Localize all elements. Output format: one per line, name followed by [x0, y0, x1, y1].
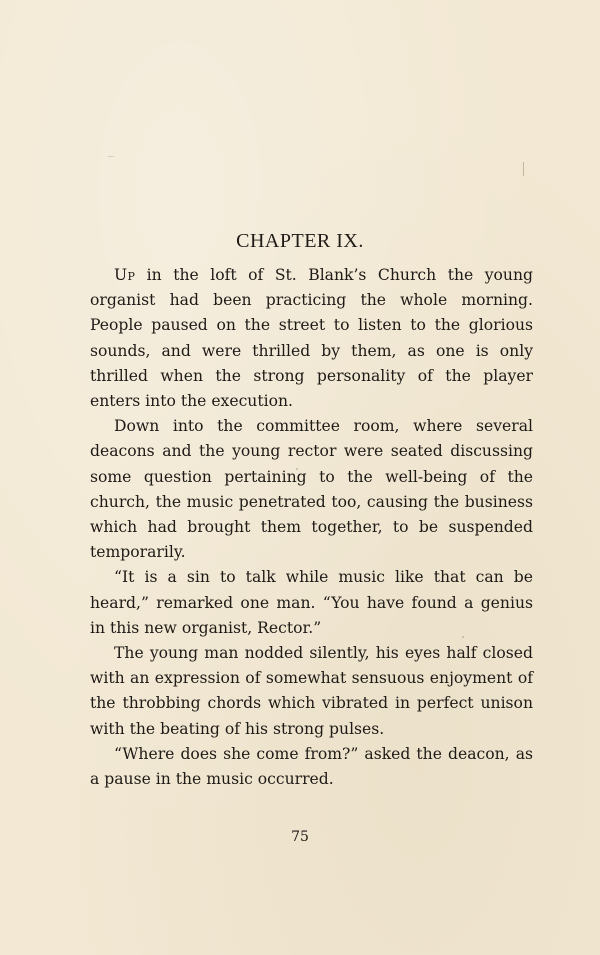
chapter-body [90, 263, 533, 792]
paragraph-5: “Where does she come from?” asked the deacon, as a pause in the music occurred. [90, 744, 533, 789]
paragraph-4: The young man nodded silently, his eyes half closed with an expression of somewhat sensuous enjoyment of the throbbing chords which vibrated in perfect unison with the beating of his strong pulses. [90, 644, 533, 738]
paragraph-3: “It is a sin to talk while music like that can be heard,” remarked one man. “You have found a genius in this new organist, Rector.” [90, 568, 533, 637]
chapter-title: CHAPTER IX. [236, 230, 364, 252]
paper-speck [108, 156, 114, 157]
paper-speck [523, 162, 524, 176]
paragraph-2: Down into the committee room, where several deacons and the young rector were seated discussing some question pertaining to the well-being of the church, the music penetrated too, causing the business which had brought them together, to be suspended temporarily. [90, 417, 533, 562]
paragraph-text: in the loft of St. Blank’s Church the young organist had been practicing the whole morning. People paused on the street to listen to the glorious sounds, and were thrilled by them, as one is only thrilled when the strong personality of the player enters into the execution. [90, 266, 533, 411]
paragraph-1 [90, 263, 533, 414]
page-number: 75 [291, 829, 309, 845]
paragraph-lead-word: Up [114, 266, 136, 284]
